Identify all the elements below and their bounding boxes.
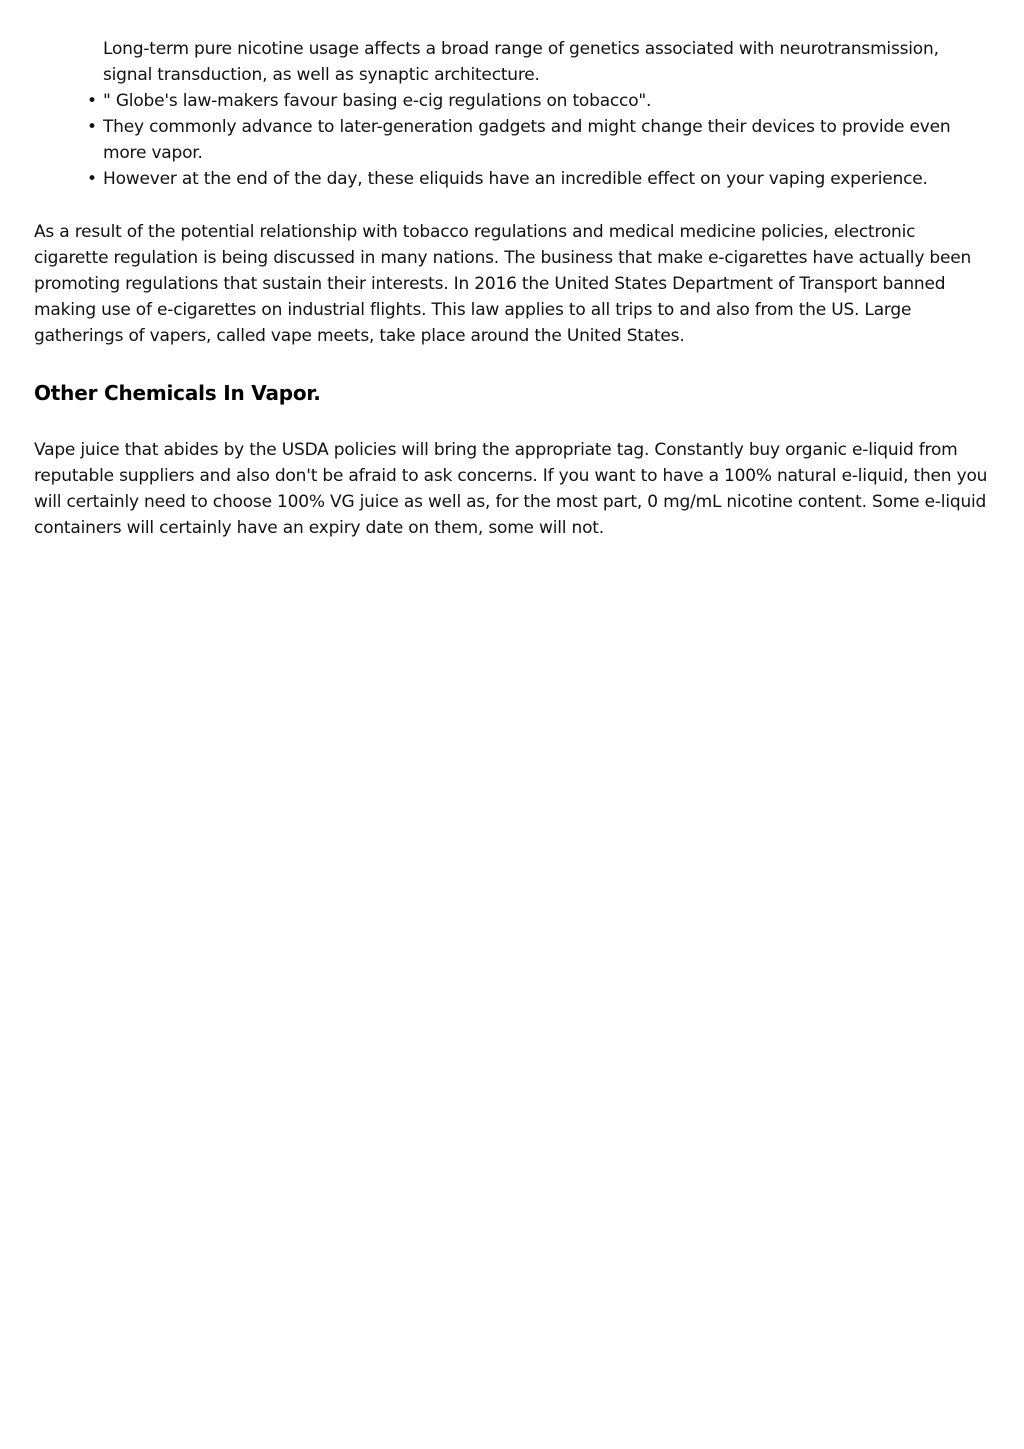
bullet-list (34, 88, 990, 192)
list-item: • They commonly advance to later-generation gadgets and might change their devices to provide even more vapor. (34, 114, 990, 166)
document-page (34, 36, 990, 541)
list-item: • However at the end of the day, these eliquids have an incredible effect on your vaping experience. (34, 166, 990, 192)
list-item: • " Globe's law-makers favour basing e-cig regulations on tobacco". (34, 88, 990, 114)
body-paragraph: As a result of the potential relationship with tobacco regulations and medical medicine policies, electronic cigarette regulation is being discussed in many nations. The business that make e-cigarettes have actually been promoting regulations that sustain their interests. In 2016 the United States Department of Transport banned making use of e-cigarettes on industrial flights. This law applies to all trips to and also from the US. Large gatherings of vapers, called vape meets, take place around the United States. (34, 222, 972, 346)
list-continuation-text: Long-term pure nicotine usage affects a broad range of genetics associated with neurotransmission, signal transduction, as well as synaptic architecture. (103, 39, 939, 85)
section-heading: Other Chemicals In Vapor. (34, 381, 321, 405)
body-paragraph: Vape juice that abides by the USDA policies will bring the appropriate tag. Constantly buy organic e-liquid from reputable suppliers and also don't be afraid to ask concerns. If you want to have a 100% natural e-liquid, then you will certainly need to choose 100% VG juice as well as, for the most part, 0 mg/mL nicotine content. Some e-liquid containers will certainly have an expiry date on them, some will not. (34, 440, 988, 538)
